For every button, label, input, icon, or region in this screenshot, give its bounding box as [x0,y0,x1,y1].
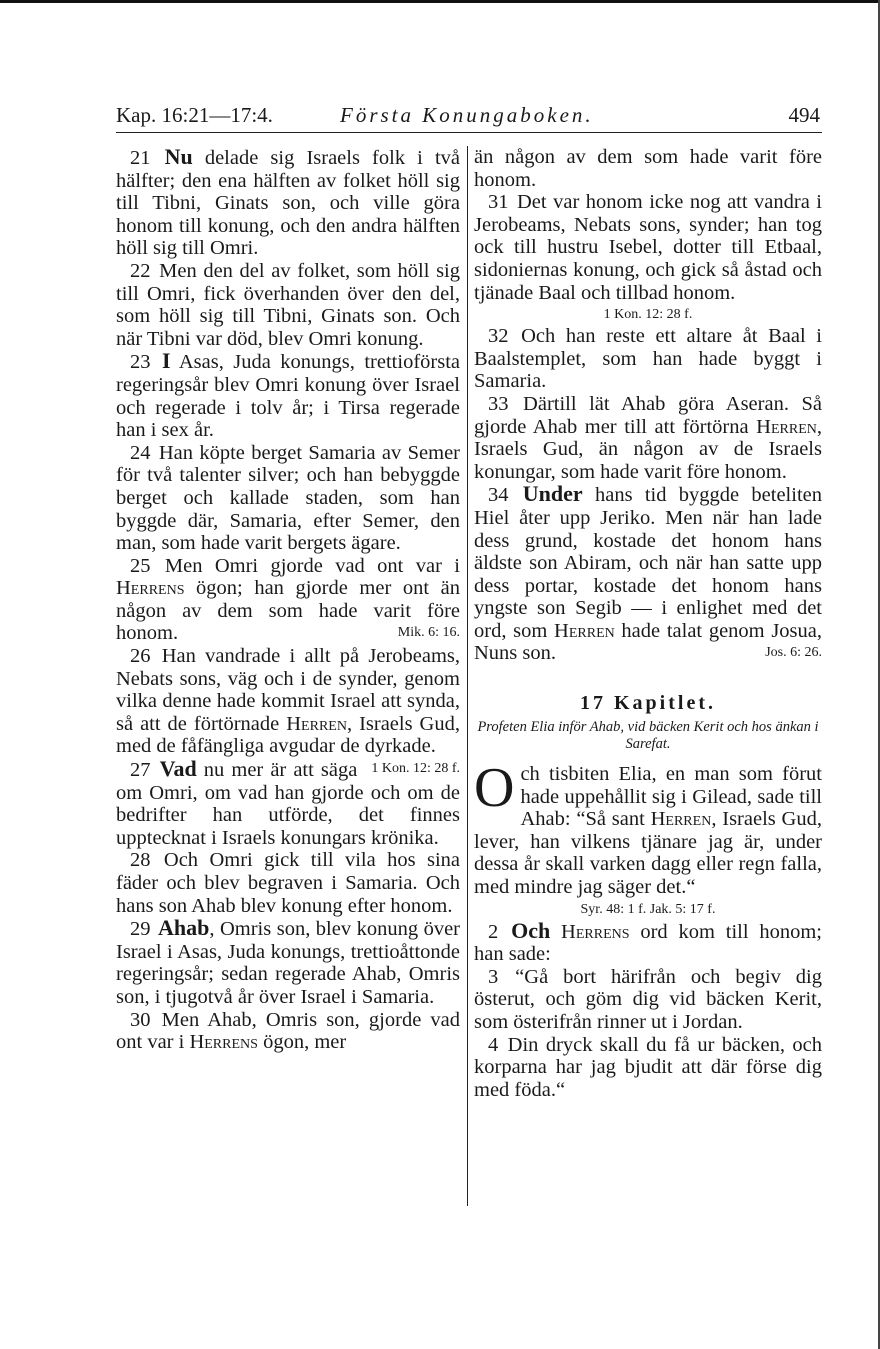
verse-23: 23 I Asas, Juda konungs, trettioförsta regeringsår blev Omri konung över Israel och regerade i tolv år; i Tirsa regerade han i sex år. [116,348,460,442]
column-divider [467,146,468,1206]
page-header [116,100,822,132]
verse-32: 32 Och han reste ett altare åt Baal i Baalstemplet, som han hade byggt i Samaria. [474,325,822,393]
cross-reference: Mik. 6: 16. [397,625,460,641]
verse-2: 2 Och Herrens ord kom till honom; han sade: [474,917,823,966]
verse-34: 34 Under hans tid byggde beteliten Hiel åter upp Jeriko. Men när han lade dess grund, kostade det honom hans äldste son Abiram, och när han satte upp dess portar, kostade det honom hans yngste son Segib — i enlighet med det ord, som Herren hade talat genom Josua, Nuns son. Jos. 6: 26. [474,481,822,665]
verse-33: 33 Därtill lät Ahab göra Aseran. Så gjorde Ahab mer till att förtörna Herren, Israels Gud, än någon av de Israels konungar, som hade varit före honom. [474,392,822,483]
cross-reference: Syr. 48: 1 f. Jak. 5: 17 f. [580,901,716,917]
verse-28: 28 Och Omri gick till vila hos sina fäder och blev begraven i Samaria. Och hans son Ahab blev konung efter honom. [116,849,461,917]
book-title: Första Konungaboken. [340,103,594,127]
verse-25: 25 Men Omri gjorde vad ont var i Herrens ögon; han gjorde mer ont än någon av dem som hade varit före honom. Mik. 6: 16. [116,554,460,645]
header-rule [116,132,822,133]
verse-4: 4 Din dryck skall du få ur bäcken, och korparna har jag bjudit att där förse dig med föda.“ [474,1033,822,1101]
verse-26: 26 Han vandrade i allt på Jerobeams, Nebats sons, väg och i de synder, genom vilka denne hade kommit Israel att synda, så att de förtörnade Herren, Israels Gud, med de fåfängliga avgudar de dyrkade. 1 Kon. 12: 28 f. [116,645,460,758]
chapter-reference: Kap. 16:21—17:4. [116,103,273,127]
chapter-heading: 17 Kapitlet. [580,692,716,715]
cross-reference: 1 Kon. 12: 28 f. [371,761,460,777]
verse-31: 31 Det var honom icke nog att vandra i Jerobeams, Nebats sons, synder; han tog ock till hustru Isebel, dotter till Etbaal, sidoniernas konung, och gick så åstad och tjänade Baal och tillbad honom. [474,191,823,304]
page-number: 494 [788,103,820,127]
chapter-summary: Profeten Elia inför Ahab, vid bäcken Kerit och hos änkan i Sarefat. [477,719,819,753]
cross-reference: Jos. 6: 26. [765,645,822,661]
verse-21: 21 Nu delade sig Israels folk i två hälfter; den ena hälften av folket höll sig till Tibni, Ginats son, och ville göra honom till konung, och den andra hälften höll sig till Omri. [116,144,461,260]
verse-30: 30 Men Ahab, Omris son, gjorde vad ont var i Herrens ögon, mer [116,1008,461,1054]
verse-24: 24 Han köpte berget Samaria av Semer för två talenter silver; och han bebyggde berget och kallade staden, som han byggde där, Samaria, efter Semer, den man, som hade varit bergets ägare. [116,441,460,555]
right-column [474,146,822,1101]
verse-30-continued: än någon av dem som hade varit före honom. [474,146,822,191]
verse-27: 27 Vad nu mer är att säga om Omri, om vad han gjorde och om de bedrifter han utförde, det finnes upptecknat i Israels konungars krönika. [116,756,460,849]
verse-3: 3 “Gå bort härifrån och begiv dig österut, och göm dig vid bäcken Kerit, som österifrån rinner ut i Jordan. [474,965,822,1033]
top-border [0,0,880,3]
left-column [116,146,460,1054]
drop-cap: O [474,757,515,820]
cross-reference: 1 Kon. 12: 28 f. [603,307,693,323]
verse-29: 29 Ahab, Omris son, blev konung över Israel i Asas, Juda konungs, trettioåttonde regeringsår; sedan regerade Ahab, Omris son, i tjugotvå år över Israel i Samaria. [116,915,461,1008]
verse-22: 22 Men den del av folket, som höll sig till Omri, fick överhanden över den del, som höll sig till Tibni, Ginats son. Och när Tibni var död, blev Omri konung. [116,259,460,350]
verse-1: Och tisbiten Elia, en man som förut hade uppehållit sig i Gilead, sade till Ahab: “Så sant Herren, Israels Gud, lever, han vilkens tjänare jag är, under dessa år skall varken dagg eller regn falla, med mindre jag säger det.“ [474,757,822,899]
